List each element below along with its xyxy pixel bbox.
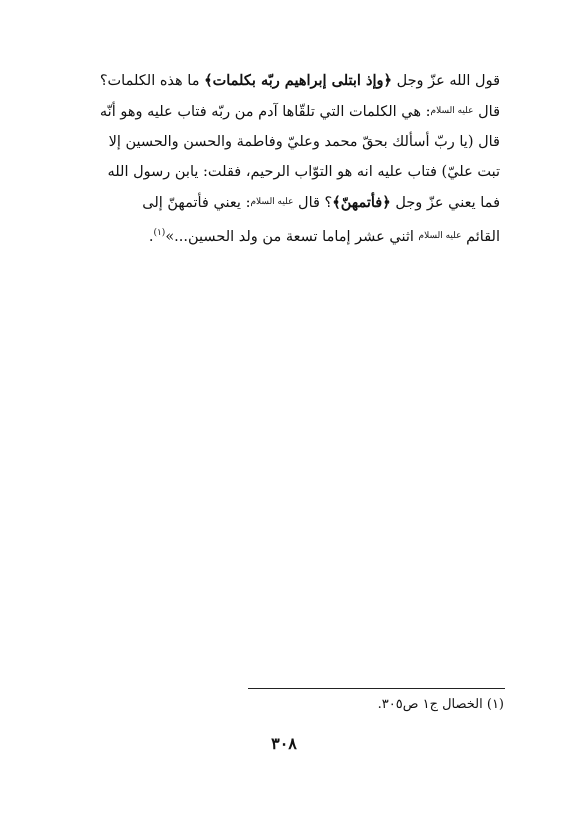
- footnote-reference: (١): [153, 228, 166, 238]
- text-segment: : يعني فأتمهنّ إلى: [142, 195, 251, 211]
- paragraph: [70, 66, 500, 252]
- quran-quote: ﴿فأتمهنّ﴾: [332, 194, 391, 211]
- text-segment: قول الله عزّ وجل: [396, 73, 500, 89]
- text-segment: قال (يا ربّ أسألك بحقّ محمد وعليّ وفاطمة والحسن والحسين إلا: [108, 134, 500, 150]
- page-number: ٣٠٨: [271, 734, 297, 753]
- honorific-symbol: عليه السلام: [250, 197, 294, 207]
- text-segment: ما هذه الكلمات؟: [99, 73, 200, 89]
- text-line-2: [70, 96, 500, 127]
- text-segment: اثني عشر إماما تسعة من ولد الحسين...»: [165, 229, 414, 245]
- honorific-symbol: عليه السلام: [430, 106, 474, 116]
- text-segment: .: [148, 229, 154, 245]
- footnote: (١) الخصال ج١ ص٣٠٥.: [377, 697, 504, 712]
- text-line-5: [70, 187, 500, 218]
- text-segment: : هي الكلمات التي تلقّاها آدم من ربّه فتاب عليه وهو أنّه: [99, 104, 431, 120]
- honorific-symbol: عليه السلام: [418, 231, 462, 241]
- text-line-1: [70, 66, 500, 96]
- text-line-3: [70, 127, 500, 157]
- text-segment: قال: [478, 104, 500, 120]
- main-text: [70, 66, 500, 252]
- text-segment: ؟ قال: [298, 195, 333, 211]
- text-line-6: [70, 218, 500, 252]
- text-segment: فما يعني عزّ وجل: [395, 195, 500, 211]
- footnote-divider: [248, 688, 505, 689]
- quran-quote: ﴿وإذ ابتلى إبراهيم ربّه بكلمات﴾: [204, 72, 392, 89]
- text-segment: القائم: [466, 229, 500, 245]
- text-segment: تبت عليّ) فتاب عليه انه هو التوّاب الرحيم، فقلت: يابن رسول الله: [107, 164, 500, 180]
- text-line-4: [70, 157, 500, 187]
